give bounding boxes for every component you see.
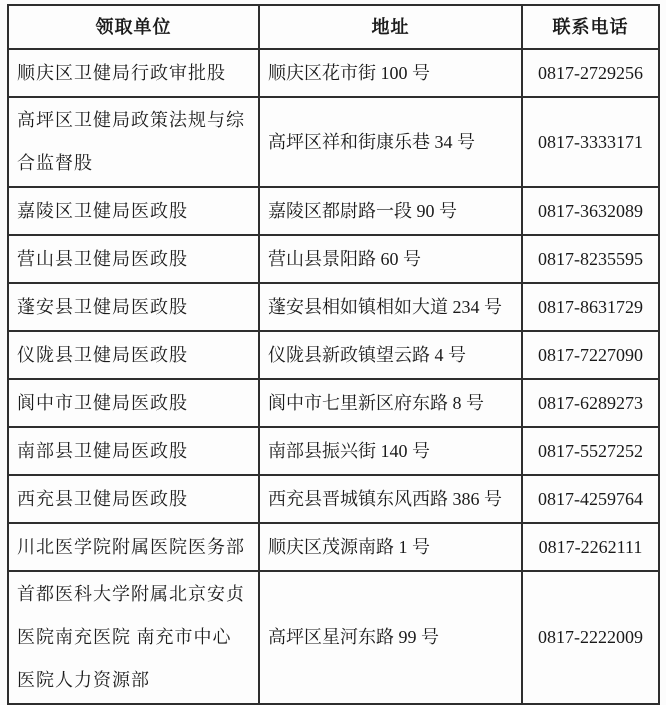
unit-cell: 西充县卫健局医政股 [8, 475, 259, 523]
table-row [8, 571, 659, 704]
phone-cell: 0817-7227090 [522, 331, 659, 379]
phone-cell: 0817-3632089 [522, 187, 659, 235]
table-header-row [8, 5, 659, 49]
unit-cell: 嘉陵区卫健局医政股 [8, 187, 259, 235]
phone-cell: 0817-2262111 [522, 523, 659, 571]
table-row [8, 523, 659, 571]
column-header-phone: 联系电话 [522, 5, 659, 49]
table-row [8, 235, 659, 283]
address-cell: 嘉陵区都尉路一段 90 号 [259, 187, 522, 235]
unit-cell: 蓬安县卫健局医政股 [8, 283, 259, 331]
table-row [8, 427, 659, 475]
address-cell: 蓬安县相如镇相如大道 234 号 [259, 283, 522, 331]
phone-cell: 0817-5527252 [522, 427, 659, 475]
address-cell: 高坪区祥和街康乐巷 34 号 [259, 97, 522, 187]
address-cell: 阆中市七里新区府东路 8 号 [259, 379, 522, 427]
column-header-address: 地址 [259, 5, 522, 49]
unit-cell: 阆中市卫健局医政股 [8, 379, 259, 427]
address-cell: 南部县振兴街 140 号 [259, 427, 522, 475]
address-cell: 仪陇县新政镇望云路 4 号 [259, 331, 522, 379]
phone-cell: 0817-4259764 [522, 475, 659, 523]
column-header-unit: 领取单位 [8, 5, 259, 49]
phone-cell: 0817-2222009 [522, 571, 659, 704]
contact-table [7, 4, 660, 705]
address-cell: 西充县晋城镇东风西路 386 号 [259, 475, 522, 523]
unit-cell: 营山县卫健局医政股 [8, 235, 259, 283]
phone-cell: 0817-3333171 [522, 97, 659, 187]
address-cell: 顺庆区茂源南路 1 号 [259, 523, 522, 571]
unit-cell: 川北医学院附属医院医务部 [8, 523, 259, 571]
table-row [8, 379, 659, 427]
table-row [8, 283, 659, 331]
unit-cell: 南部县卫健局医政股 [8, 427, 259, 475]
phone-cell: 0817-8631729 [522, 283, 659, 331]
table-row [8, 187, 659, 235]
phone-cell: 0817-2729256 [522, 49, 659, 97]
table-row [8, 331, 659, 379]
address-cell: 顺庆区花市街 100 号 [259, 49, 522, 97]
phone-cell: 0817-6289273 [522, 379, 659, 427]
unit-cell: 顺庆区卫健局行政审批股 [8, 49, 259, 97]
table-row [8, 475, 659, 523]
table-row [8, 49, 659, 97]
phone-cell: 0817-8235595 [522, 235, 659, 283]
address-cell: 营山县景阳路 60 号 [259, 235, 522, 283]
unit-cell: 首都医科大学附属北京安贞医院南充医院 南充市中心医院人力资源部 [8, 571, 259, 704]
table-row [8, 97, 659, 187]
address-cell: 高坪区星河东路 99 号 [259, 571, 522, 704]
unit-cell: 高坪区卫健局政策法规与综合监督股 [8, 97, 259, 187]
unit-cell: 仪陇县卫健局医政股 [8, 331, 259, 379]
